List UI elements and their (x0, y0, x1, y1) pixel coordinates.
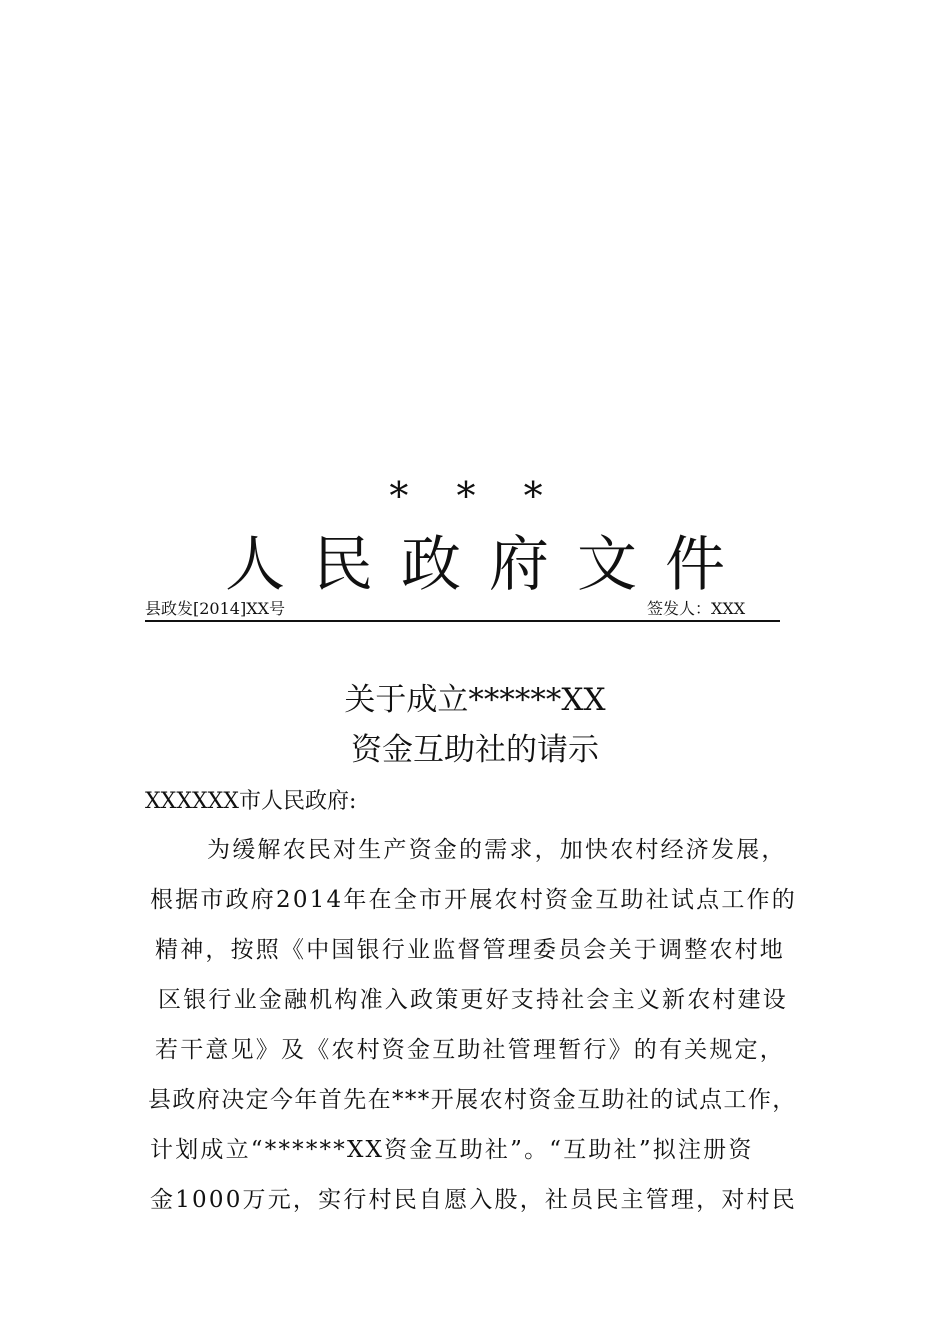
body-line: 县政府决定今年首先在***开展农村资金互助社的试点工作， (148, 1087, 797, 1113)
document-number: 县政发[2014]XX号 (145, 599, 285, 618)
body-line: 精神，按照《中国银行业监督管理委员会关于调整农村地 (155, 937, 785, 963)
header-stars: * * * (389, 474, 561, 518)
body-line: 若干意见》及《农村资金互助社管理暂行》的有关规定， (155, 1037, 785, 1063)
subject-line-1: 关于成立******XX (344, 682, 606, 718)
salutation: XXXXXX市人民政府: (145, 789, 357, 814)
body-line: 计划成立“******XX资金互助社”。“互助社”拟注册资 (150, 1137, 754, 1163)
body-line: 为缓解农民对生产资金的需求，加快农村经济发展， (207, 837, 787, 863)
body-line: 区银行业金融机构准入政策更好支持社会主义新农村建设 (158, 987, 788, 1013)
body-line: 金1000万元，实行村民自愿入股，社员民主管理，对村民 (150, 1187, 797, 1213)
subject-line-2: 资金互助社的请示 (351, 732, 599, 768)
document-header-row (145, 598, 780, 622)
document-title: 人民政府文件 (225, 530, 753, 600)
signer-label: 签发人：XXX (647, 599, 746, 618)
body-line: 根据市政府2014年在全市开展农村资金互助社试点工作的 (150, 887, 797, 913)
